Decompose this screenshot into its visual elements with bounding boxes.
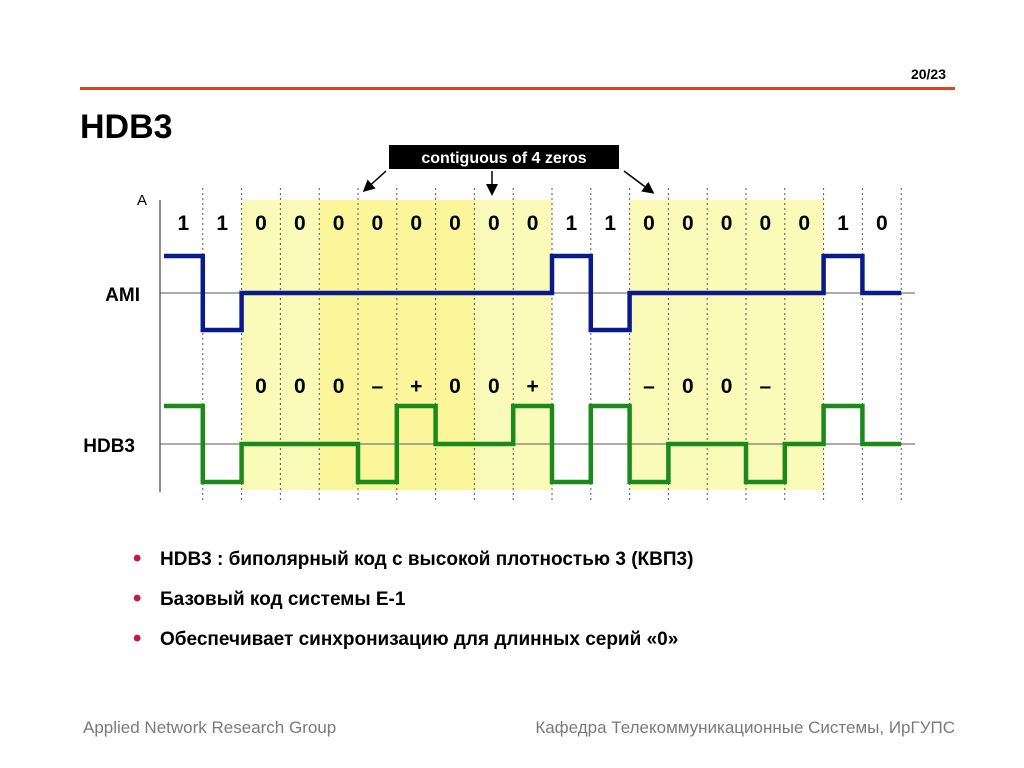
callout-text: contiguous of 4 zeros: [421, 150, 587, 167]
bullet-text: Обеспечивает синхронизацию для длинных серий «0»: [160, 629, 679, 650]
footer-department: Кафедра Телекоммуникационные Системы, ИрГУПС: [535, 718, 955, 737]
bullet-item: [133, 585, 693, 625]
bit-label: 1: [837, 212, 849, 235]
bit-label: 0: [798, 212, 811, 235]
hdb3-symbol-label: –: [643, 375, 655, 398]
hdb3-symbol-label: +: [410, 375, 423, 398]
bit-label: 0: [332, 212, 345, 235]
hdb3-symbol-label: 0: [293, 375, 306, 398]
highlight-bands: [242, 200, 824, 490]
hdb3-symbol-label: 0: [332, 375, 345, 398]
hdb3-symbol-label: 0: [487, 375, 500, 398]
bullet-text: HDB3 : биполярный код с высокой плотностью 3 (КВП3): [160, 549, 694, 570]
bit-label: 1: [604, 212, 617, 235]
bit-label: 0: [526, 212, 539, 235]
bullet-marker: •: [133, 585, 142, 612]
bullet-item: [133, 625, 693, 665]
bit-label: 0: [293, 212, 306, 235]
bullet-marker: •: [133, 625, 142, 652]
zero-run-band: [630, 200, 824, 490]
bullet-list: [133, 545, 693, 665]
bit-label: 0: [875, 212, 888, 235]
hdb3-symbol-label: 0: [720, 375, 733, 398]
bit-label: 1: [565, 212, 578, 235]
axis-label: A: [137, 192, 148, 209]
hdb3-symbol-label: 0: [255, 375, 267, 398]
slide-title: HDB3: [80, 108, 173, 146]
bullet-item: [133, 545, 693, 585]
bit-label: 0: [681, 212, 694, 235]
signal-label-hdb3: HDB3: [83, 436, 135, 457]
bit-label: 0: [643, 212, 655, 235]
bit-label: 1: [177, 212, 190, 235]
bit-label: 0: [487, 212, 500, 235]
bit-label: 1: [216, 212, 229, 235]
hdb3-symbol-label: 0: [681, 375, 694, 398]
hdb3-symbol-label: +: [526, 375, 539, 398]
callout-arrow-right: [624, 171, 652, 192]
bit-label: 0: [371, 212, 384, 235]
hdb3-symbol-label: 0: [449, 375, 461, 398]
signal-label-ami: AMI: [105, 285, 140, 306]
bit-label: 0: [410, 212, 423, 235]
hdb3-symbol-label: –: [759, 375, 772, 398]
hdb3-symbol-label: –: [371, 375, 384, 398]
page-number: 20/23: [910, 66, 946, 82]
bullet-text: Базовый код системы Е-1: [160, 589, 406, 610]
bit-label: 0: [720, 212, 733, 235]
bit-label: 0: [449, 212, 461, 235]
footer-organization: Applied Network Research Group: [83, 718, 337, 737]
bit-label: 0: [759, 212, 772, 235]
bit-label: 0: [255, 212, 267, 235]
bullet-marker: •: [133, 545, 142, 572]
callout-arrow-left: [365, 171, 386, 190]
